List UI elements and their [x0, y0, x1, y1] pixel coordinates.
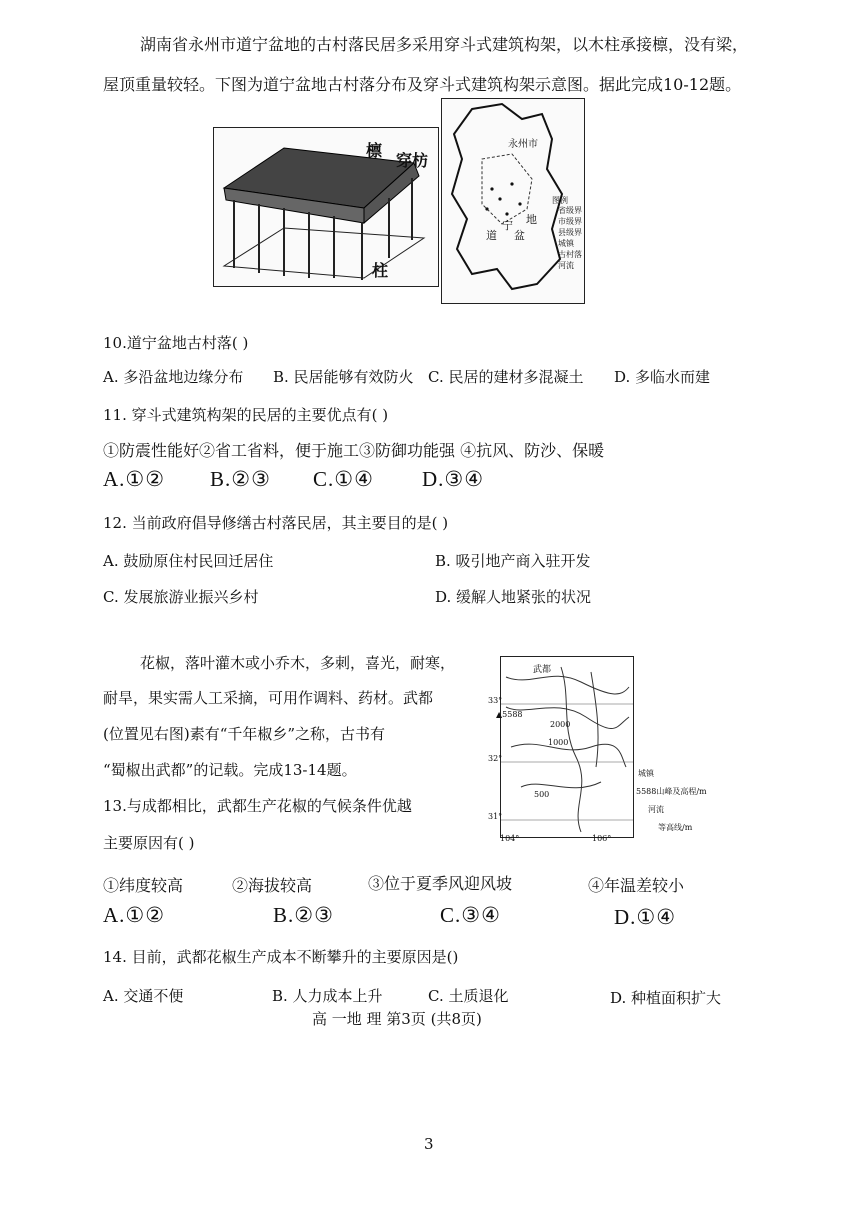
q10-option-d: D. 多临水而建 [614, 368, 711, 386]
wudu-lon-106: 106° [592, 834, 612, 843]
q13-stem-line1: 13.与成都相比，武都生产花椒的气候条件优越 [103, 797, 412, 815]
page-footer-line: 高 一地 理 第3页 (共8页) [312, 1010, 482, 1028]
wudu-legend-town: 城镇 [638, 769, 654, 778]
wudu-peak: ▲5588 [496, 710, 523, 719]
wudu-map-city: 武都 [533, 665, 552, 675]
q14-option-c: C. 土质退化 [428, 987, 509, 1005]
basin-map-figure [441, 98, 585, 304]
building-frame-figure [213, 127, 439, 287]
wudu-map-figure [488, 652, 713, 842]
q10-stem: 10.道宁盆地古村落( ) [103, 334, 249, 352]
wudu-legend-peak: 5588山峰及高程/m [636, 787, 707, 796]
q12-stem: 12. 当前政府倡导修缮古村落民居，其主要目的是( ) [103, 514, 449, 532]
q13-option-a: A.①② [103, 903, 166, 927]
passage1-line2: 屋顶重量较轻。下图为道宁盆地古村落分布及穿斗式建筑构架示意图。据此完成10-12题。 [103, 75, 742, 94]
passage2-line4: “蜀椒出武都”的记载。完成13-14题。 [103, 761, 357, 779]
q11-option-c: C.①④ [313, 467, 374, 491]
wudu-contour-2000: 2000 [550, 720, 571, 729]
q13-stem-line2: 主要原因有( ) [103, 834, 195, 852]
wudu-lat-32: 32° [488, 754, 503, 763]
q12-option-c: C. 发展旅游业振兴乡村 [103, 588, 259, 606]
q11-stem: 11. 穿斗式建筑构架的民居的主要优点有( ) [103, 406, 389, 424]
map-legend-1: 省级界 [558, 206, 582, 215]
map-legend-3: 县级界 [558, 228, 582, 237]
q14-option-a: A. 交通不便 [103, 987, 184, 1005]
label-chuanfang: 穿枋 [396, 151, 429, 170]
map-basin-2: 地 [526, 213, 537, 226]
passage1-line1: 湖南省永州市道宁盆地的古村落民居多采用穿斗式建筑构架，以木柱承接檩，没有梁， [140, 35, 749, 54]
passage2-line3: (位置见右图)素有“千年椒乡”之称，古书有 [103, 725, 386, 743]
q14-option-b: B. 人力成本上升 [272, 987, 383, 1005]
q10-option-a: A. 多沿盆地边缘分布 [103, 368, 244, 386]
label-zhu: 柱 [372, 261, 389, 280]
map-legend-4: 城镇 [558, 239, 574, 248]
q13-item-1: ①纬度较高 [103, 876, 184, 895]
map-legend-6: 河流 [558, 261, 574, 270]
map-legend-2: 市级界 [558, 217, 582, 226]
q13-item-3: ③位于夏季风迎风坡 [368, 874, 513, 893]
wudu-map-frame [500, 656, 634, 838]
map-basin-4: 宁 [502, 219, 513, 232]
q11-option-d: D.③④ [422, 467, 485, 491]
wudu-contour-500: 500 [534, 790, 550, 799]
q10-option-c: C. 民居的建材多混凝土 [428, 368, 584, 386]
map-basin-1: 盆 [514, 229, 525, 242]
map-legend-title: 图例 [552, 196, 568, 205]
map-legend-5: 古村落 [558, 250, 582, 259]
q13-item-4: ④年温差较小 [588, 876, 685, 895]
wudu-lon-104: 104° [500, 834, 520, 843]
q14-option-d: D. 种植面积扩大 [610, 989, 722, 1007]
label-lin: 檩 [366, 141, 383, 160]
wudu-lat-31: 31° [488, 812, 503, 821]
passage2-line2: 耐旱，果实需人工采摘，可用作调料、药材。武都 [103, 689, 434, 707]
q10-option-b: B. 民居能够有效防火 [273, 368, 414, 386]
q11-items: ①防震性能好②省工省料，便于施工③防御功能强 ④抗风、防沙、保暖 [103, 441, 605, 460]
map-city: 永州市 [508, 139, 538, 150]
q13-item-2: ②海拔较高 [232, 876, 313, 895]
map-basin-3: 道 [486, 229, 497, 242]
q13-option-b: B.②③ [273, 903, 334, 927]
q11-option-a: A.①② [103, 467, 166, 491]
passage2-line1: 花椒，落叶灌木或小乔木，多刺，喜光，耐寒， [140, 654, 456, 672]
wudu-legend-river: 河流 [648, 805, 664, 814]
wudu-map-drawing [501, 657, 633, 837]
wudu-legend-contour: 等高线/m [658, 823, 693, 832]
q14-stem: 14. 目前，武都花椒生产成本不断攀升的主要原因是() [103, 948, 459, 966]
wudu-lat-33: 33° [488, 696, 503, 705]
page-number: 3 [424, 1135, 434, 1153]
q12-option-a: A. 鼓励原住村民回迁居住 [103, 552, 274, 570]
wudu-contour-1000: 1000 [548, 738, 569, 747]
q13-option-d: D.①④ [614, 905, 677, 929]
q12-option-b: B. 吸引地产商入驻开发 [435, 552, 591, 570]
q13-option-c: C.③④ [440, 903, 501, 927]
q11-option-b: B.②③ [210, 467, 271, 491]
q12-option-d: D. 缓解人地紧张的状况 [435, 588, 592, 606]
